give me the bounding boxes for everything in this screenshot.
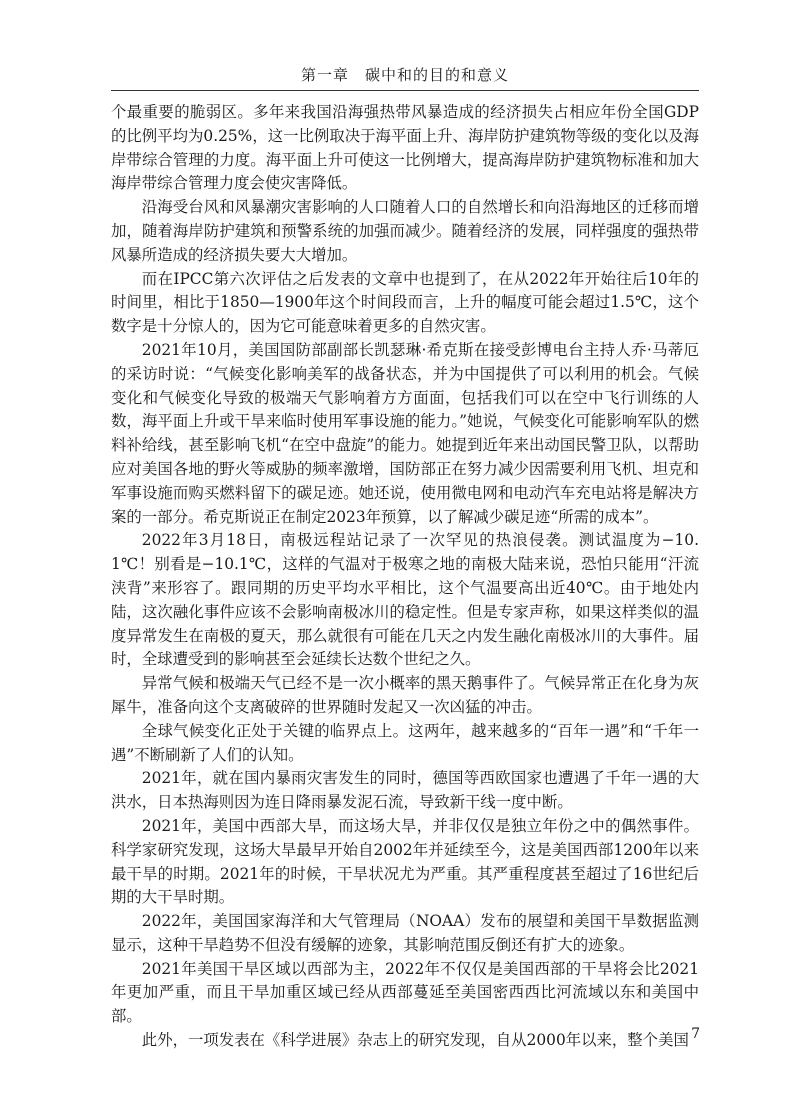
paragraph: 2021年美国干旱区域以西部为主，2022年不仅仅是美国西部的干旱将会比2021年更加严重，而且干旱加重区域已经从西部蔓延至美国密西西比河流域以东和美国中部。 (111, 959, 699, 1026)
paragraph: 2022年，美国国家海洋和大气管理局（NOAA）发布的展望和美国干旱数据监测显示，这种干旱趋势不但没有缓解的迹象，其影响范围反倒还有扩大的迹象。 (111, 912, 699, 954)
paragraph: 个最重要的脆弱区。多年来我国沿海强热带风暴造成的经济损失占相应年份全国GDP的比例平均为0.25%，这一比例取决于海平面上升、海岸防护建筑物等级的变化以及海岸带综合管理的力度。海平面上升可使这一比例增大，提高海岸防护建筑物标准和加大海岸带综合管理力度会使灾害降低。 (111, 103, 699, 193)
paragraph: 沿海受台风和风暴潮灾害影响的人口随着人口的自然增长和向沿海地区的迁移而增加，随着海岸防护建筑和预警系统的加强而减少。随着经济的发展，同样强度的强热带风暴所造成的经济损失要大大增加。 (111, 198, 699, 264)
paragraph: 异常气候和极端天气已经不是一次小概率的黑天鹅事件了。气候异常正在化身为灰犀牛，准备向这个支离破碎的世界随时发起又一次凶猛的冲击。 (111, 674, 699, 716)
paragraph: 2021年10月，美国国防部副部长凯瑟琳·希克斯在接受彭博电台主持人乔·马蒂厄的采访时说：“气候变化影响美军的战备状态，并为中国提供了可以利用的机会。气候变化和气候变化导致的极端天气影响着方方面面，包括我们可以在空中飞行训练的人数，海平面上升或干旱来临时使用军事设施的能力。”她说，气候变化可能影响军队的燃料补给线，甚至影响飞机“在空中盘旋”的能力。她提到近年来出动国民警卫队，以帮助应对美国各地的野火等威胁的频率激增，国防部正在努力减少因需要利用飞机、坦克和军事设施而购买燃料留下的碳足迹。她还说，使用微电网和电动汽车充电站将是解决方案的一部分。希克斯说正在制定2023年预算，以了解减少碳足迹“所需的成本”。 (111, 340, 699, 526)
running-header (111, 62, 699, 91)
paragraph: 此外，一项发表在《科学进展》杂志上的研究发现，自从2000年以来，整个美国 (141, 1031, 689, 1050)
paragraph: 2021年，就在国内暴雨灾害发生的同时，德国等西欧国家也遭遇了千年一遇的大洪水，日本热海则因为连日降雨暴发泥石流，导致新干线一度中断。 (111, 769, 699, 812)
chapter-title: 第一章 碳中和的目的和意义 (300, 66, 509, 84)
paragraph: 2022年3月18日，南极远程站记录了一次罕见的热浪侵袭。测试温度为−10.1℃！别看是−10.1℃，这样的气温对于极寒之地的南极大陆来说，恐怕只能用“汗流浃背”来形容了。跟同期的历史平均水平相比，这个气温要高出近40℃。由于地处内陆，这次融化事件应该不会影响南极冰川的稳定性。但是专家声称，如果这样类似的温度异常发生在南极的夏天，那么就很有可能在几天之内发生融化南极冰川的大事件。届时，全球遭受到的影响甚至会延续长达数个世纪之久。 (111, 531, 699, 669)
paragraph: 而在IPCC第六次评估之后发表的文章中也提到了，在从2022年开始往后10年的时间里，相比于1850—1900年这个时间段而言，上升的幅度可能会超过1.5℃，这个数字是十分惊人的，因为它可能意味着更多的自然灾害。 (111, 269, 699, 336)
paragraph: 全球气候变化正处于关键的临界点上。这两年，越来越多的“百年一遇”和“千年一遇”不断刷新了人们的认知。 (111, 721, 699, 764)
page-number: 7 (691, 1026, 700, 1042)
paragraph: 2021年，美国中西部大旱，而这场大旱，并非仅仅是独立年份之中的偶然事件。科学家研究发现，这场大旱最早开始自2002年并延续至今，这是美国西部1200年以来最干旱的时期。2021年的时候，干旱状况尤为严重。其严重程度甚至超过了16世纪后期的大干旱时期。 (111, 816, 699, 907)
body-text (111, 101, 699, 1053)
